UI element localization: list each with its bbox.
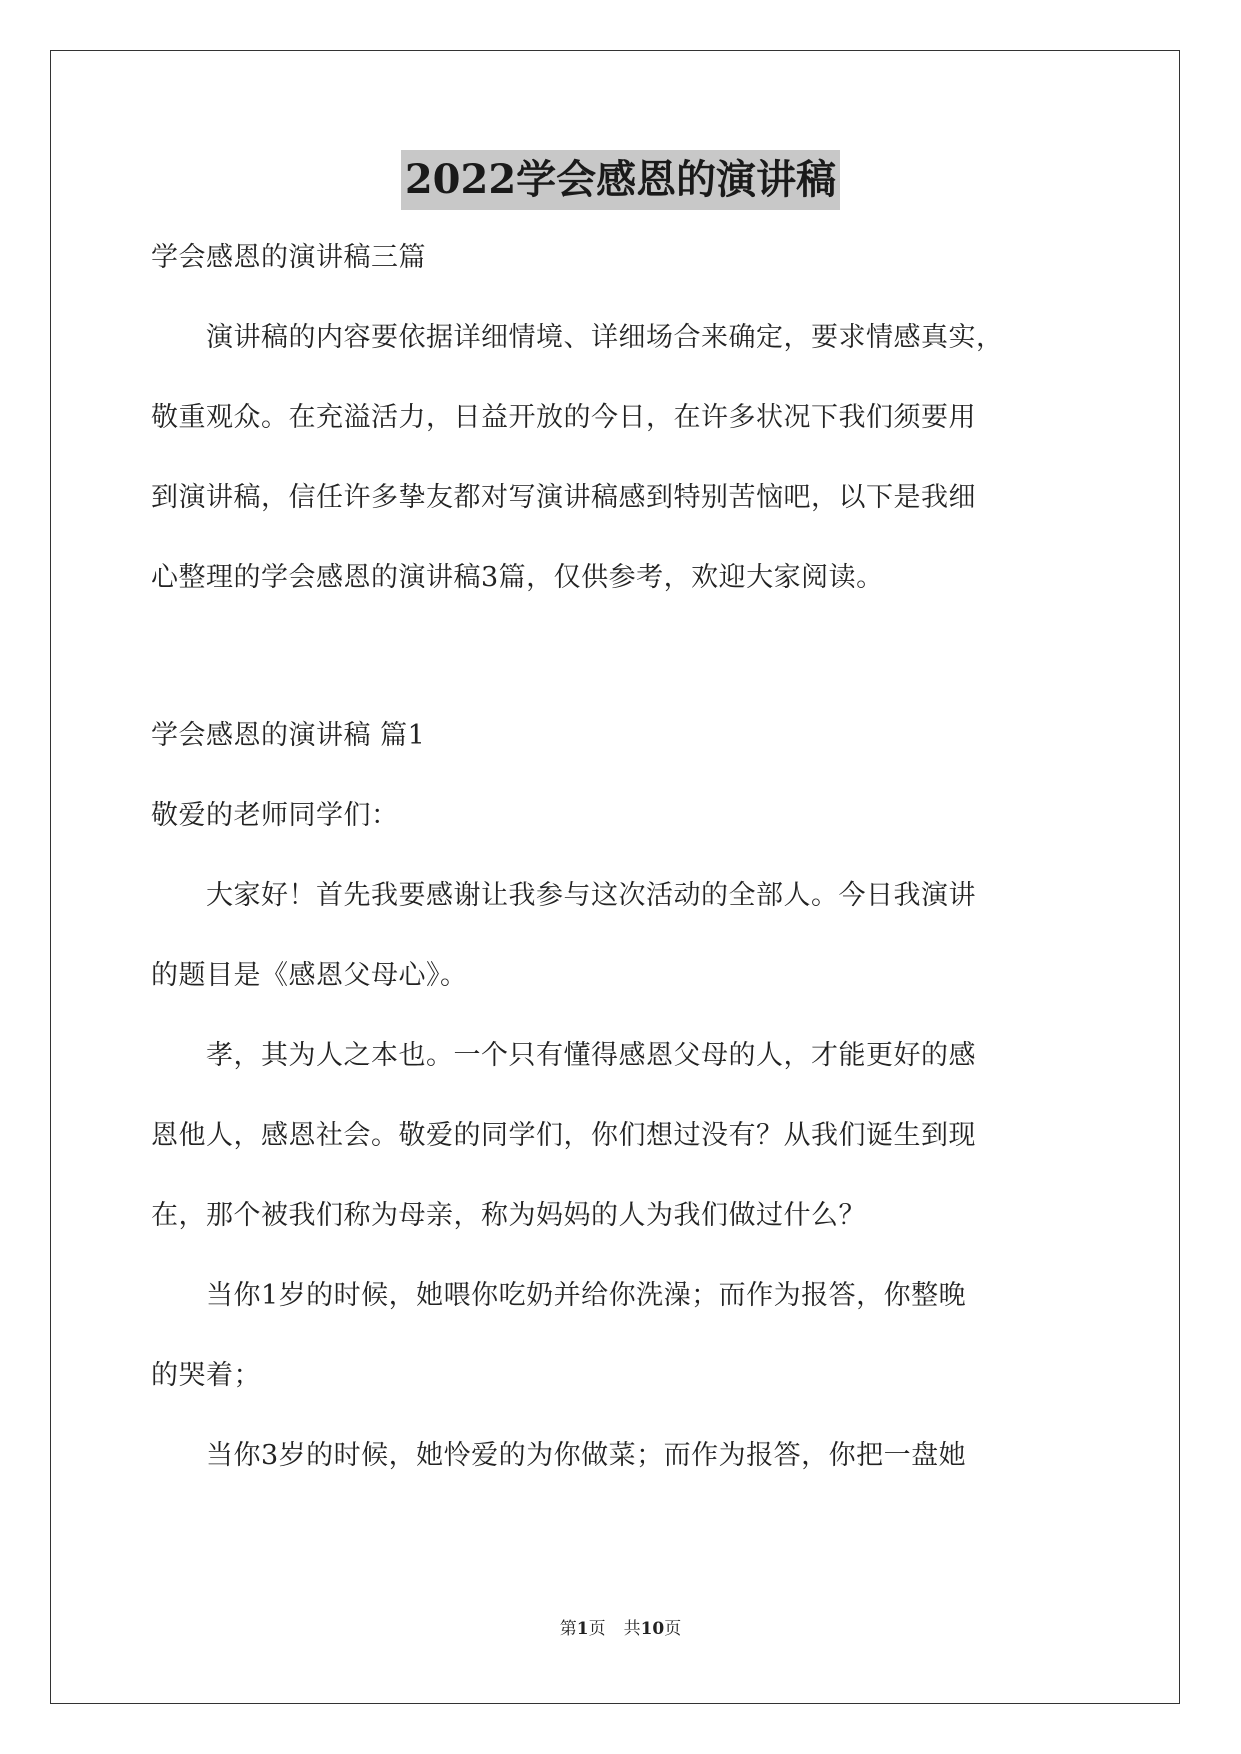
body-line: 的哭着；	[151, 1360, 261, 1391]
document-title: 2022学会感恩的演讲稿	[401, 150, 840, 210]
body-line: 孝，其为人之本也。一个只有懂得感恩父母的人，才能更好的感	[151, 1040, 976, 1071]
body-line: 在，那个被我们称为母亲，称为妈妈的人为我们做过什么？	[151, 1200, 866, 1231]
body-line: 恩他人，感恩社会。敬爱的同学们，你们想过没有？从我们诞生到现	[151, 1120, 976, 1151]
total-suffix: 页	[664, 1619, 682, 1639]
total-prefix: 共	[623, 1619, 641, 1639]
body-line: 到演讲稿，信任许多挚友都对写演讲稿感到特别苦恼吧，以下是我细	[151, 482, 976, 513]
body-line: 演讲稿的内容要依据详细情境、详细场合来确定，要求情感真实，	[151, 322, 1004, 353]
section-heading: 学会感恩的演讲稿 篇1	[151, 720, 426, 751]
title-container	[0, 150, 1241, 210]
page-prefix: 第	[559, 1619, 577, 1639]
page-suffix: 页	[588, 1619, 606, 1639]
page-number: 1	[576, 1619, 589, 1639]
body-line: 心整理的学会感恩的演讲稿3篇，仅供参考，欢迎大家阅读。	[151, 562, 884, 593]
body-line: 的题目是《感恩父母心》。	[151, 960, 468, 991]
total-pages: 10	[640, 1619, 665, 1639]
body-line: 当你1岁的时候，她喂你吃奶并给你洗澡；而作为报答，你整晚	[151, 1280, 967, 1311]
page-footer	[0, 1614, 1241, 1639]
subtitle-line: 学会感恩的演讲稿三篇	[151, 242, 426, 273]
body-line: 敬重观众。在充溢活力，日益开放的今日，在许多状况下我们须要用	[151, 402, 976, 433]
body-line: 大家好！首先我要感谢让我参与这次活动的全部人。今日我演讲	[151, 880, 976, 911]
body-line: 当你3岁的时候，她怜爱的为你做菜；而作为报答，你把一盘她	[151, 1440, 967, 1471]
salutation-line: 敬爱的老师同学们：	[151, 800, 399, 831]
